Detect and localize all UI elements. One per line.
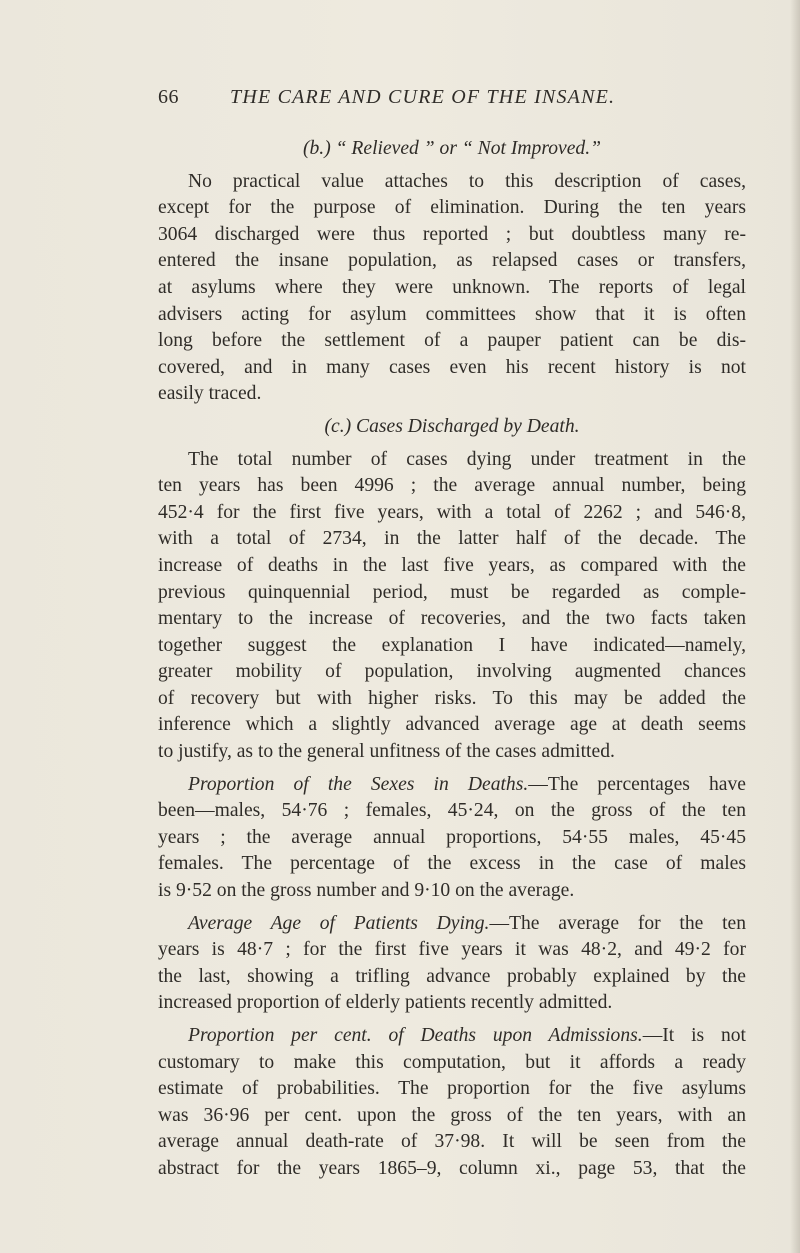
text-line: with a total of 2734, in the latter half of the decade. The (158, 528, 746, 550)
text-line: entered the insane population, as relapsed cases or transfers, (158, 250, 746, 272)
text-line: estimate of probabilities. The proportion for the five asylums (158, 1078, 746, 1100)
text-line: covered, and in many cases even his recent history is not (158, 356, 746, 378)
paragraph-sexes-title: Proportion of the Sexes in Deaths. (188, 773, 529, 795)
text-line: ten years has been 4996 ; the average annual number, being (158, 475, 746, 497)
text-line: except for the purpose of elimination. During the ten years (158, 197, 746, 219)
text-line: average annual death-rate of 37·98. It will be seen from the (158, 1131, 746, 1153)
text-line: previous quinquennial period, must be regarded as comple- (158, 581, 746, 603)
text-line: inference which a slightly advanced average age at death seems (158, 714, 746, 736)
text-line: together suggest the explanation I have indicated—namely, (158, 634, 746, 656)
body-text (158, 136, 746, 1183)
paragraph-proportion-first-line (158, 1023, 746, 1050)
paragraph-age-lead: —The average for the ten (489, 912, 747, 934)
text-line: years is 48·7 ; for the first five years it was 48·2, and 49·2 for (158, 939, 746, 961)
text-line: was 36·96 per cent. upon the gross of the ten years, with an (158, 1104, 746, 1126)
text-line: years ; the average annual proportions, 54·55 males, 45·45 (158, 826, 746, 848)
paragraph-sexes-lead: —The percentages have (528, 773, 746, 795)
text-line: easily traced. (158, 383, 262, 405)
text-line: abstract for the years 1865–9, column xi., page 53, that the (158, 1157, 746, 1179)
text-line: at asylums where they were unknown. The reports of legal (158, 276, 746, 298)
page-edge-shadow (790, 0, 800, 1253)
section-c-heading: (c.) Cases Discharged by Death. (324, 415, 580, 437)
text-line: increase of deaths in the last five years, as compared with the (158, 554, 746, 576)
text-line: of recovery but with higher risks. To this may be added the (158, 687, 746, 709)
text-line: customary to make this computation, but it affords a ready (158, 1051, 746, 1073)
text-line: increased proportion of elderly patients recently admitted. (158, 992, 613, 1014)
text-line: been—males, 54·76 ; females, 45·24, on the gross of the ten (158, 800, 746, 822)
paragraph-proportion-lead: —It is not (642, 1025, 746, 1046)
text-line: the last, showing a trifling advance probably explained by the (158, 965, 746, 987)
text-line: 3064 discharged were thus reported ; but doubtless many re- (158, 223, 746, 245)
text-line: females. The percentage of the excess in the case of males (158, 853, 746, 875)
running-title: THE CARE AND CURE OF THE INSANE. (230, 86, 616, 108)
text-line: is 9·52 on the gross number and 9·10 on the average. (158, 880, 575, 902)
text-line: The total number of cases dying under treatment in the (188, 448, 746, 470)
paragraph-sexes-first-line (158, 772, 746, 799)
text-line: long before the settlement of a pauper patient can be dis- (158, 330, 746, 352)
paragraph-age-title: Average Age of Patients Dying. (188, 912, 490, 934)
page-header (158, 86, 743, 114)
text-line: greater mobility of population, involving augmented chances (158, 661, 746, 683)
text-line: advisers acting for asylum committees show that it is often (158, 303, 746, 325)
text-line: 452·4 for the first five years, with a total of 2262 ; and 546·8, (158, 501, 746, 523)
text-line: No practical value attaches to this description of cases, (188, 170, 746, 192)
paragraph-age-first-line (158, 911, 746, 938)
paragraph-proportion-title: Proportion per cent. of Deaths upon Admissions. (188, 1025, 643, 1046)
page-number: 66 (158, 86, 179, 108)
text-line: mentary to the increase of recoveries, and the two facts taken (158, 608, 746, 630)
text-line: to justify, as to the general unfitness of the cases admitted. (158, 741, 615, 763)
section-b-heading: (b.) “ Relieved ” or “ Not Improved.” (302, 138, 602, 159)
